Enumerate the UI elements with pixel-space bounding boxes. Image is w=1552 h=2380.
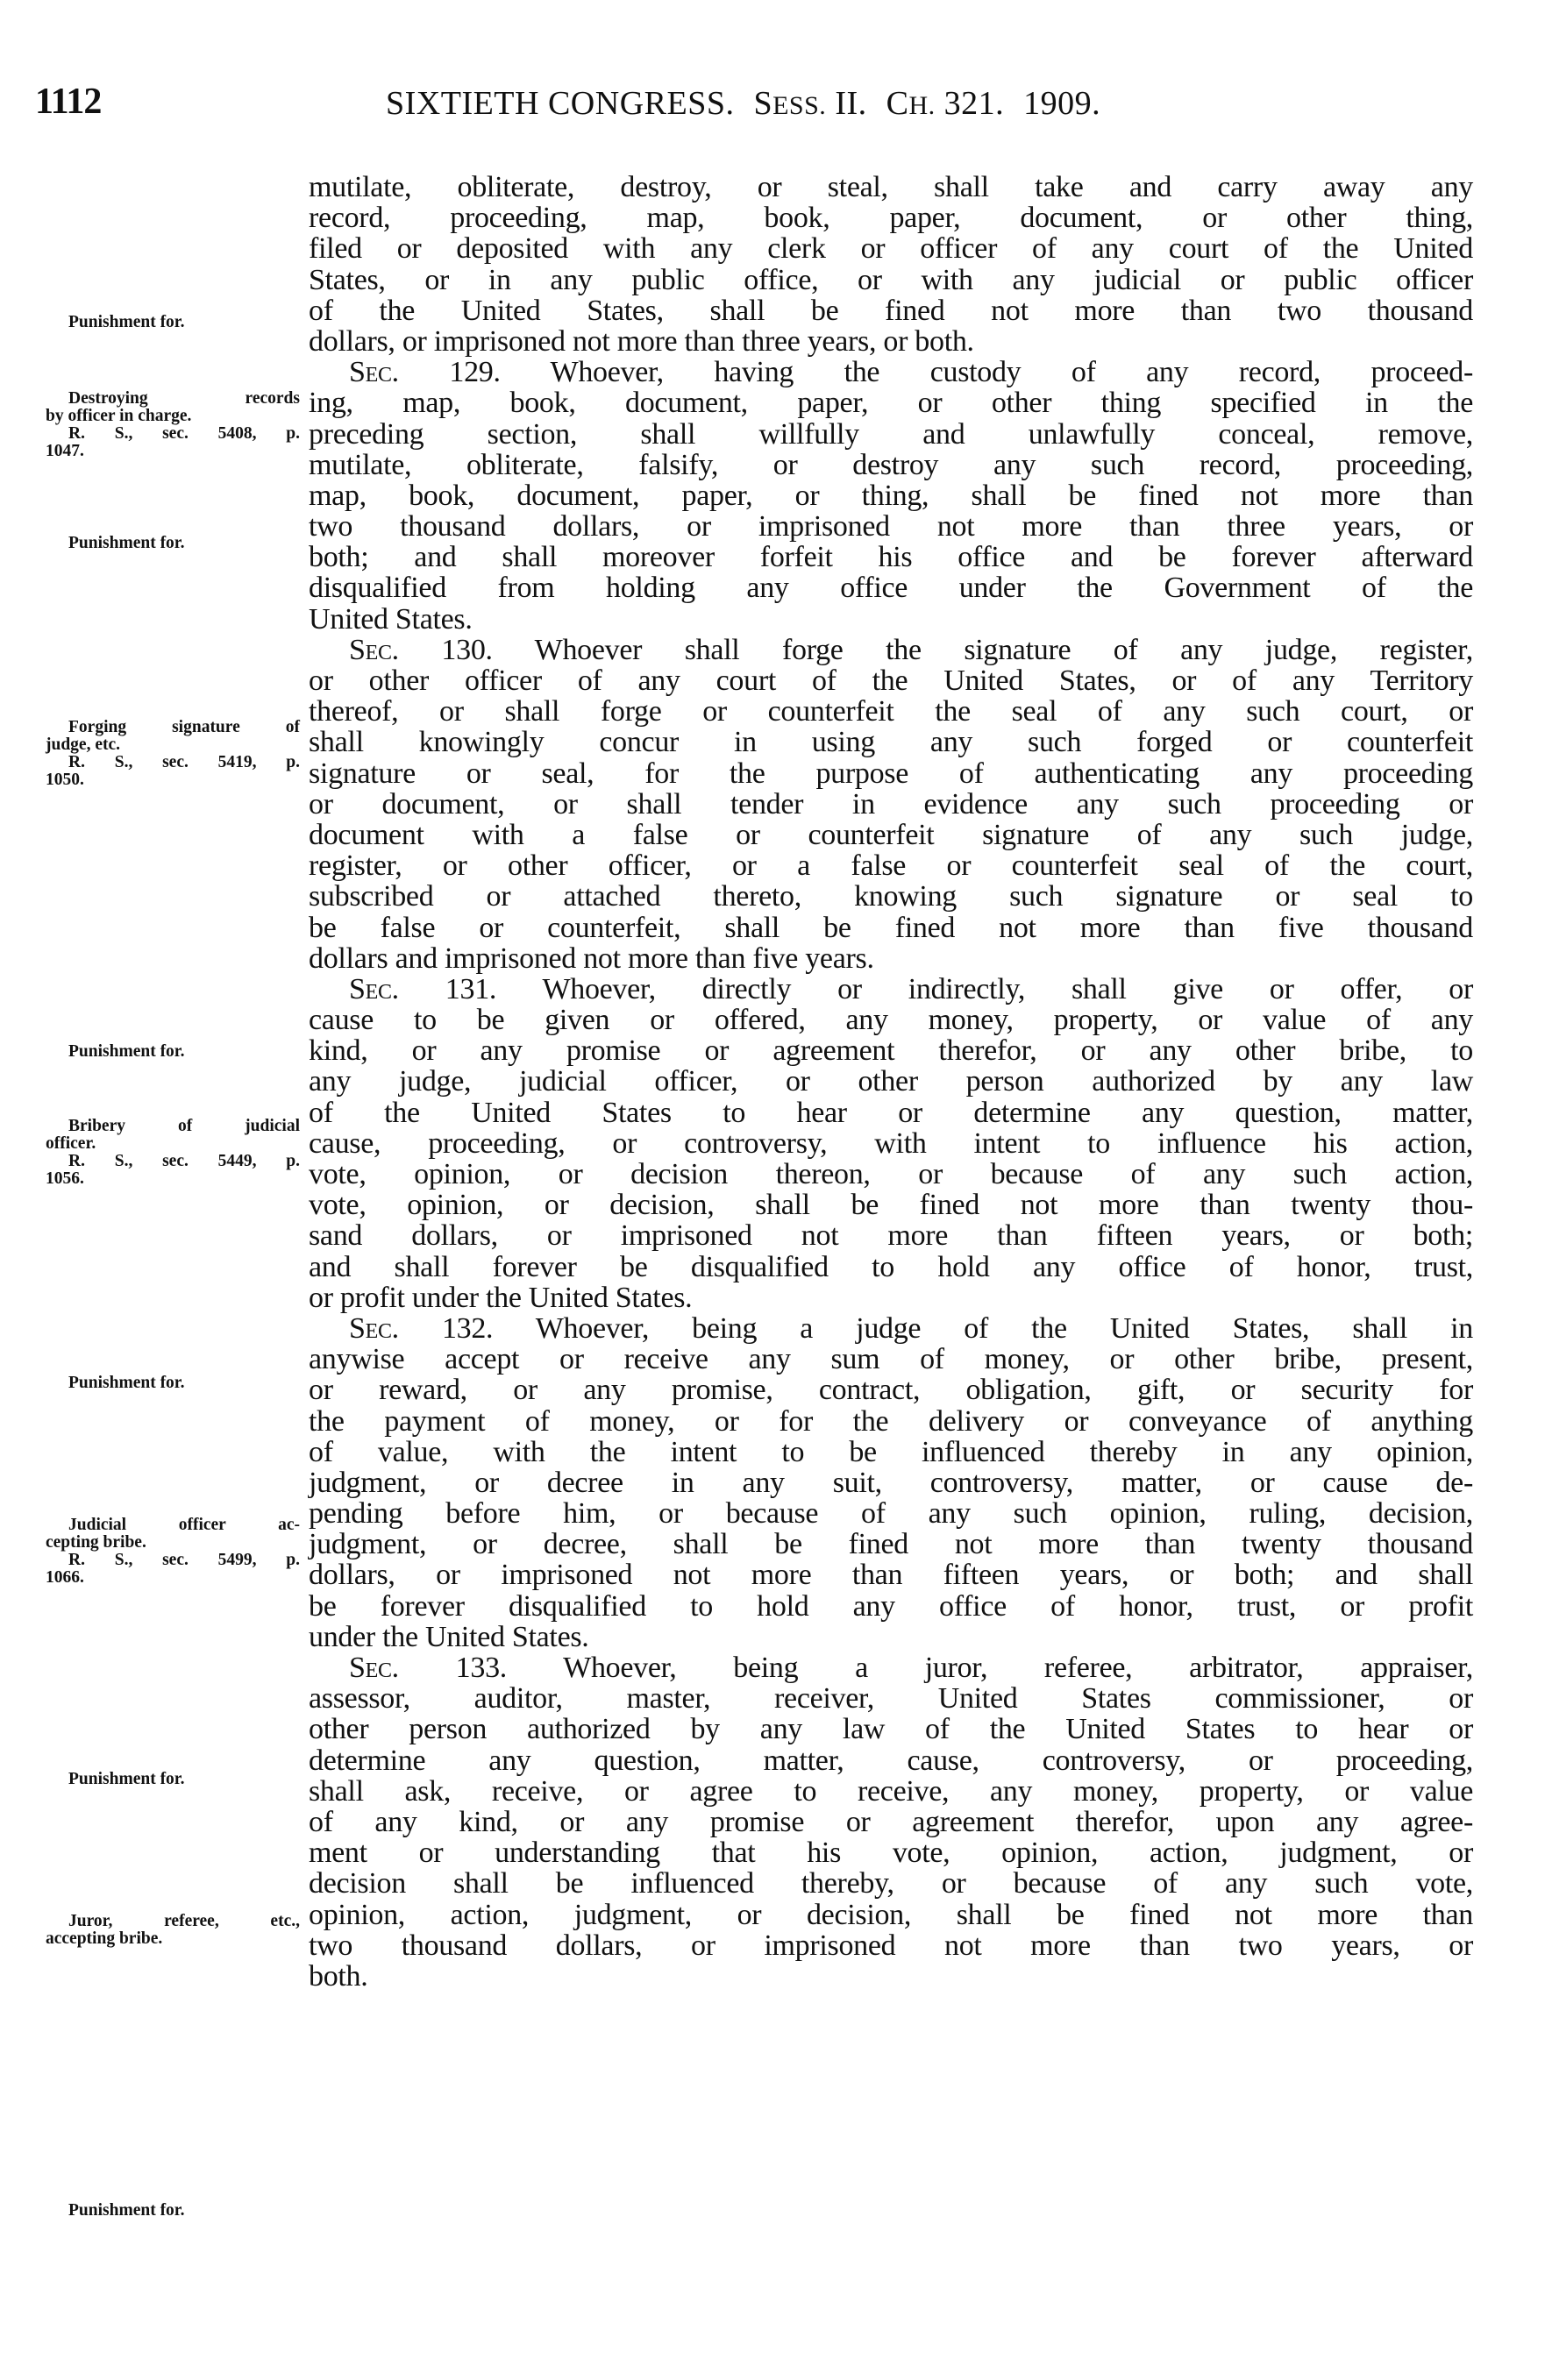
text-line: ment or understanding that his vote, opinion, action, judgment, or	[309, 1837, 1473, 1870]
margin-note-line: Punishment for.	[68, 534, 185, 552]
text-line: judgment, or decree, shall be fined not more than twenty thousand	[309, 1528, 1473, 1561]
margin-note-line: 1056.	[46, 1169, 84, 1188]
text-line: the payment of money, or for the delivery or conveyance of anything	[309, 1404, 1473, 1438]
margin-note-sec130	[46, 719, 300, 789]
text-line: under the United States.	[309, 1620, 589, 1653]
session-prefix: S	[753, 85, 773, 122]
text-line: anywise accept or receive any sum of money, or other bribe, present,	[309, 1343, 1473, 1376]
margin-note-sec129	[46, 390, 300, 460]
text-line: or other officer of any court of the United States, or of any Territory	[309, 664, 1473, 697]
text-line: pending before him, or because of any such opinion, ruling, decision,	[309, 1497, 1473, 1531]
text-line: both; and shall moreover forfeit his office and be forever afterward	[309, 541, 1473, 574]
running-head	[386, 84, 1100, 123]
text-line: register, or other officer, or a false or counterfeit seal of the court,	[309, 849, 1473, 883]
margin-note-line: 1066.	[46, 1568, 84, 1587]
text-line: filed or deposited with any clerk or officer of any court of the United	[309, 232, 1473, 266]
text-line: document with a false or counterfeit signature of any such judge,	[309, 818, 1473, 851]
text-line: vote, opinion, or decision thereon, or because of any such action,	[309, 1158, 1473, 1190]
margin-note-line: 1050.	[46, 771, 84, 789]
session-number: II.	[835, 85, 867, 122]
section-130	[309, 635, 1473, 974]
section-128-continuation	[309, 172, 1473, 357]
margin-note-line: Punishment for.	[68, 1374, 185, 1392]
text-span: Whoever, being a juror, referee, arbitrator, appraiser,	[563, 1652, 1474, 1684]
text-line: and shall forever be disqualified to hold any office of honor, trust,	[309, 1250, 1473, 1283]
text-line: dollars and imprisoned not more than five years.	[309, 941, 874, 975]
margin-note-line: Punishment for.	[68, 1042, 185, 1061]
session-rest: ESS.	[772, 91, 827, 120]
section-label: Sec. 131.	[349, 972, 497, 1005]
section-label: Sec. 133.	[349, 1652, 507, 1684]
section-first-line	[309, 635, 1473, 665]
text-line: of any kind, or any promise or agreement therefor, upon any agree-	[309, 1805, 1473, 1838]
text-line: opinion, action, judgment, or decision, shall be fined not more than	[309, 1898, 1473, 1931]
margin-note-line: 1047.	[46, 442, 84, 460]
text-line: or profit under the United States.	[309, 1281, 693, 1314]
year: 1909.	[1023, 85, 1101, 122]
margin-note-line: judge, etc.	[46, 735, 121, 754]
text-line: be false or counterfeit, shall be fined not more than five thousand	[309, 911, 1473, 944]
section-132	[309, 1313, 1473, 1652]
margin-note-line: officer.	[46, 1134, 96, 1153]
margin-note-punishment	[46, 1375, 300, 1392]
margin-note-punishment	[46, 535, 300, 552]
text-line: or reward, or any promise, contract, obligation, gift, or security for	[309, 1374, 1473, 1407]
section-first-line	[309, 357, 1473, 387]
page-number: 1112	[35, 82, 102, 122]
section-133	[309, 1652, 1473, 1992]
section-first-line	[309, 1313, 1473, 1344]
margin-note-line: R. S., sec. 5499, p.	[68, 1551, 300, 1569]
margin-note-line: accepting bribe.	[46, 1929, 163, 1948]
margin-note-punishment	[46, 314, 300, 331]
margin-note-sec132	[46, 1517, 300, 1587]
text-line: of value, with the intent to be influenced thereby in any opinion,	[309, 1435, 1473, 1468]
margin-note-line: R. S., sec. 5408, p.	[68, 424, 300, 443]
text-span: Whoever, being a judge of the United States, shall in	[535, 1311, 1473, 1345]
section-129	[309, 357, 1473, 635]
text-line: be forever disqualified to hold any office of honor, trust, or profit	[309, 1589, 1473, 1623]
section-131	[309, 974, 1473, 1313]
text-line: subscribed or attached thereto, knowing such signature or seal to	[309, 880, 1473, 913]
text-line: preceding section, shall willfully and unlawfully conceal, remove,	[309, 417, 1473, 451]
margin-note-line: Judicial officer ac-	[68, 1516, 300, 1534]
text-line: two thousand dollars, or imprisoned not more than three years, or	[309, 510, 1473, 543]
margin-note-line: Punishment for.	[68, 1770, 185, 1788]
text-line: thereof, or shall forge or counterfeit the seal of any such court, or	[309, 695, 1473, 728]
margin-note-sec131	[46, 1118, 300, 1188]
text-line: dollars, or imprisoned not more than fifteen years, or both; and shall	[309, 1559, 1473, 1592]
text-line: record, proceeding, map, book, paper, document, or other thing,	[309, 202, 1473, 235]
margin-note-line: R. S., sec. 5449, p.	[68, 1152, 300, 1170]
margin-note-line: Forging signature of	[68, 718, 300, 736]
margin-note-punishment	[46, 2202, 300, 2220]
text-span: Whoever, having the custody of any record, proceed-	[550, 356, 1473, 389]
section-first-line	[309, 974, 1473, 1005]
text-line: other person authorized by any law of the United States to hear or	[309, 1713, 1473, 1746]
statute-body	[309, 172, 1473, 1992]
text-line: determine any question, matter, cause, controversy, or proceeding,	[309, 1744, 1473, 1777]
text-line: or document, or shall tender in evidence any such proceeding or	[309, 787, 1473, 821]
text-line: both.	[309, 1959, 368, 1993]
text-line: cause to be given or offered, any money, property, or value of any	[309, 1004, 1473, 1037]
congress-title: SIXTIETH CONGRESS.	[386, 85, 735, 122]
text-line: disqualified from holding any office under the Government of the	[309, 572, 1473, 605]
text-line: two thousand dollars, or imprisoned not more than two years, or	[309, 1929, 1473, 1962]
text-line: of the United States to hear or determine any question, matter,	[309, 1096, 1473, 1129]
text-line: assessor, auditor, master, receiver, United States commissioner, or	[309, 1682, 1473, 1716]
section-label: Sec. 130.	[349, 633, 493, 666]
chapter-rest: H.	[908, 91, 936, 120]
margin-note-line: Juror, referee, etc.,	[68, 1912, 300, 1930]
text-line: mutilate, obliterate, destroy, or steal, shall take and carry away any	[309, 171, 1473, 203]
text-line: cause, proceeding, or controversy, with intent to influence his action,	[309, 1126, 1473, 1160]
text-line: any judge, judicial officer, or other person authorized by any law	[309, 1065, 1473, 1098]
margin-note-sec133	[46, 1913, 300, 1948]
text-line: mutilate, obliterate, falsify, or destroy any such record, proceeding,	[309, 448, 1473, 481]
margin-note-line: Punishment for.	[68, 313, 185, 331]
text-line: United States.	[309, 602, 473, 636]
margin-note-line: cepting bribe.	[46, 1533, 146, 1552]
chapter-number: 321.	[943, 85, 1005, 122]
section-label: Sec. 129.	[349, 356, 501, 389]
margin-note-line: Punishment for.	[68, 2201, 185, 2220]
text-line: map, book, document, paper, or thing, shall be fined not more than	[309, 479, 1473, 512]
section-label: Sec. 132.	[349, 1311, 494, 1345]
text-line: signature or seal, for the purpose of authenticating any proceeding	[309, 757, 1473, 790]
text-line: judgment, or decree in any suit, controversy, matter, or cause de-	[309, 1466, 1473, 1499]
text-line: shall knowingly concur in using any such forged or counterfeit	[309, 726, 1473, 759]
margin-note-punishment	[46, 1771, 300, 1788]
margin-note-line: Destroying records	[68, 389, 300, 408]
text-line: shall ask, receive, or agree to receive, any money, property, or value	[309, 1774, 1473, 1808]
page-header	[0, 81, 1552, 133]
text-line: States, or in any public office, or with any judicial or public officer	[309, 263, 1473, 296]
text-line: vote, opinion, or decision, shall be fined not more than twenty thou-	[309, 1189, 1473, 1222]
text-span: Whoever, directly or indirectly, shall give or offer, or	[542, 972, 1473, 1005]
chapter-prefix: C	[886, 85, 909, 122]
margin-note-line: R. S., sec. 5419, p.	[68, 753, 300, 771]
section-first-line	[309, 1652, 1473, 1683]
text-span: Whoever shall forge the signature of any judge, register,	[534, 633, 1473, 666]
margin-note-line: by officer in charge.	[46, 407, 192, 425]
text-line: sand dollars, or imprisoned not more than fifteen years, or both;	[309, 1219, 1473, 1253]
margin-note-punishment	[46, 1043, 300, 1061]
text-line: ing, map, book, document, paper, or other thing specified in the	[309, 387, 1473, 420]
margin-note-line: Bribery of judicial	[68, 1117, 300, 1135]
text-line: decision shall be influenced thereby, or because of any such vote,	[309, 1867, 1473, 1900]
text-line: of the United States, shall be fined not more than two thousand	[309, 294, 1473, 327]
text-line: dollars, or imprisoned not more than three years, or both.	[309, 324, 974, 358]
text-line: kind, or any promise or agreement therefor, or any other bribe, to	[309, 1034, 1473, 1068]
